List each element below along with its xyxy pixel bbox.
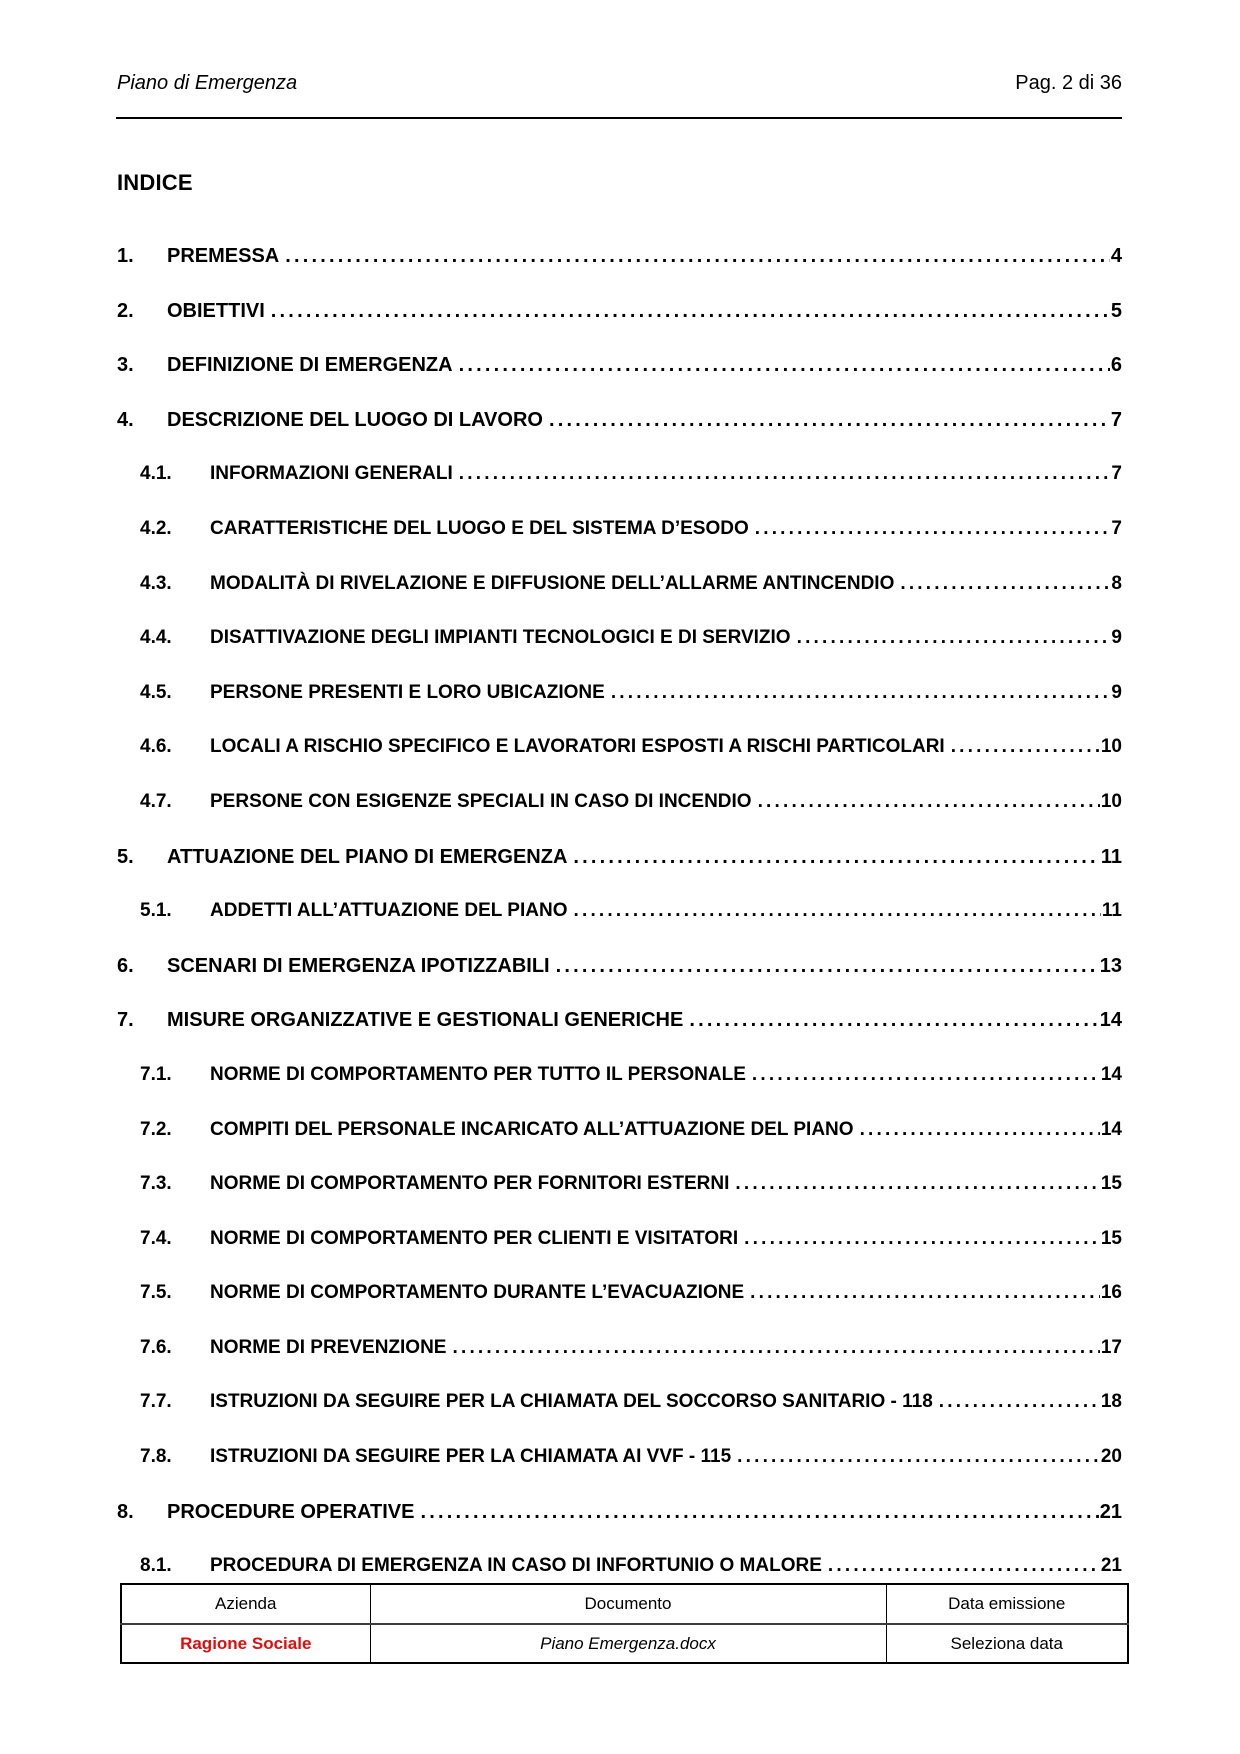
toc-entry-label: ISTRUZIONI DA SEGUIRE PER LA CHIAMATA AI VVF - 115 xyxy=(210,1446,732,1468)
toc-leader-dots xyxy=(452,1321,1099,1376)
toc-entry-page: 11 xyxy=(1101,900,1122,922)
toc-entry-number: 3. xyxy=(117,354,134,377)
toc-leader-dots xyxy=(459,447,1111,502)
header-divider xyxy=(116,117,1122,119)
toc-entry-label: MISURE ORGANIZZATIVE E GESTIONALI GENERICHE xyxy=(167,1009,684,1032)
footer-header-row xyxy=(121,1584,1128,1624)
toc-entry-page: 20 xyxy=(1100,1446,1122,1468)
toc-entry-number: 4.3. xyxy=(140,572,172,594)
toc-entry-page: 10 xyxy=(1100,736,1122,758)
toc-entry[interactable] xyxy=(117,1048,1122,1103)
toc-entry-number: 8.1. xyxy=(140,1555,172,1577)
toc-entry-label: DEFINIZIONE DI EMERGENZA xyxy=(167,354,453,377)
toc-entry[interactable] xyxy=(117,1266,1122,1321)
toc-entry[interactable] xyxy=(117,1430,1122,1485)
toc-entry[interactable] xyxy=(117,284,1122,339)
toc-entry-number: 4.6. xyxy=(140,736,172,758)
toc-entry[interactable] xyxy=(117,502,1122,557)
toc-entry-label: PERSONE PRESENTI E LORO UBICAZIONE xyxy=(210,681,605,703)
toc-entry-page: 11 xyxy=(1100,845,1122,868)
toc-leader-dots xyxy=(549,393,1110,448)
toc-entry-number: 7.1. xyxy=(140,1063,172,1085)
toc-leader-dots xyxy=(573,830,1099,885)
toc-entry[interactable] xyxy=(117,338,1122,393)
toc-entry-label: PERSONE CON ESIGENZE SPECIALI IN CASO DI INCENDIO xyxy=(210,790,752,812)
footer-col-documento: Documento xyxy=(370,1584,886,1624)
toc-entry-page: 7 xyxy=(1110,408,1122,431)
toc-entry-page: 18 xyxy=(1100,1391,1122,1413)
toc-entry-page: 5 xyxy=(1110,299,1122,322)
header-doc-title: Piano di Emergenza xyxy=(117,72,298,94)
toc-entry[interactable] xyxy=(117,830,1122,885)
toc-entry-label: NORME DI COMPORTAMENTO PER TUTTO IL PERSONALE xyxy=(210,1063,746,1085)
toc-entry-label: NORME DI PREVENZIONE xyxy=(210,1336,447,1358)
toc-leader-dots xyxy=(900,557,1110,612)
toc-entry[interactable] xyxy=(117,1485,1122,1540)
toc-entry-page: 15 xyxy=(1100,1227,1122,1249)
toc-entry-label: ADDETTI ALL’ATTUAZIONE DEL PIANO xyxy=(210,900,568,922)
toc-leader-dots xyxy=(271,284,1110,339)
toc-entry[interactable] xyxy=(117,775,1122,830)
toc-entry-number: 7.6. xyxy=(140,1336,172,1358)
toc-entry-page: 7 xyxy=(1111,463,1122,485)
toc-entry-page: 14 xyxy=(1100,1118,1122,1140)
toc-heading: INDICE xyxy=(117,170,193,195)
toc-entry-label: ATTUAZIONE DEL PIANO DI EMERGENZA xyxy=(167,845,568,868)
toc-entry[interactable] xyxy=(117,1375,1122,1430)
toc-entry-label: LOCALI A RISCHIO SPECIFICO E LAVORATORI ESPOSTI A RISCHI PARTICOLARI xyxy=(210,736,945,758)
toc-leader-dots xyxy=(752,1048,1100,1103)
toc-entry-number: 7.3. xyxy=(140,1173,172,1195)
toc-entry-page: 9 xyxy=(1111,627,1122,649)
footer-company-field[interactable]: Ragione Sociale xyxy=(121,1624,370,1663)
toc-entry-label: MODALITÀ DI RIVELAZIONE E DIFFUSIONE DELL’ALLARME ANTINCENDIO xyxy=(210,572,895,594)
toc-entry[interactable] xyxy=(117,557,1122,612)
toc-leader-dots xyxy=(797,611,1111,666)
footer-col-data-emissione: Data emissione xyxy=(886,1584,1128,1624)
toc-list xyxy=(117,229,1122,1594)
toc-entry[interactable] xyxy=(117,611,1122,666)
toc-entry-label: NORME DI COMPORTAMENTO DURANTE L’EVACUAZIONE xyxy=(210,1282,745,1304)
toc-entry-number: 2. xyxy=(117,299,134,322)
toc-leader-dots xyxy=(939,1375,1100,1430)
toc-entry-number: 4.2. xyxy=(140,517,172,539)
toc-entry[interactable] xyxy=(117,1321,1122,1376)
toc-entry-number: 7.2. xyxy=(140,1118,172,1140)
toc-entry-page: 10 xyxy=(1100,790,1122,812)
toc-entry-page: 17 xyxy=(1100,1336,1122,1358)
toc-entry-number: 4.1. xyxy=(140,463,172,485)
toc-entry[interactable] xyxy=(117,993,1122,1048)
toc-entry-page: 7 xyxy=(1111,517,1122,539)
toc-entry-page: 13 xyxy=(1099,954,1122,977)
toc-entry-label: DISATTIVAZIONE DEGLI IMPIANTI TECNOLOGICI E DI SERVIZIO xyxy=(210,627,791,649)
toc-entry-number: 7.8. xyxy=(140,1446,172,1468)
toc-entry-number: 7.5. xyxy=(140,1282,172,1304)
toc-entry-page: 15 xyxy=(1100,1173,1122,1195)
toc-entry-number: 4. xyxy=(117,408,134,431)
footer-col-azienda: Azienda xyxy=(121,1584,370,1624)
toc-entry-number: 6. xyxy=(117,954,134,977)
toc-entry-number: 4.7. xyxy=(140,790,172,812)
toc-entry-number: 4.5. xyxy=(140,681,172,703)
header-page-number: Pag. 2 di 36 xyxy=(1015,72,1122,94)
toc-entry-label: OBIETTIVI xyxy=(167,299,265,322)
toc-leader-dots xyxy=(611,666,1111,721)
footer-document-name: Piano Emergenza.docx xyxy=(370,1624,886,1663)
toc-entry-label: COMPITI DEL PERSONALE INCARICATO ALL’ATTUAZIONE DEL PIANO xyxy=(210,1118,854,1140)
toc-entry-page: 21 xyxy=(1100,1555,1122,1577)
toc-leader-dots xyxy=(735,1157,1100,1212)
toc-leader-dots xyxy=(556,939,1099,994)
toc-entry-page: 14 xyxy=(1100,1063,1122,1085)
toc-entry-page: 6 xyxy=(1110,354,1122,377)
toc-entry[interactable] xyxy=(117,1103,1122,1158)
toc-entry-label: ISTRUZIONI DA SEGUIRE PER LA CHIAMATA DEL SOCCORSO SANITARIO - 118 xyxy=(210,1391,933,1413)
footer-table xyxy=(120,1583,1129,1664)
toc-entry-label: INFORMAZIONI GENERALI xyxy=(210,463,453,485)
toc-entry-label: NORME DI COMPORTAMENTO PER FORNITORI ESTERNI xyxy=(210,1173,730,1195)
toc-entry-label: CARATTERISTICHE DEL LUOGO E DEL SISTEMA D’ESODO xyxy=(210,517,749,539)
toc-leader-dots xyxy=(951,720,1100,775)
toc-leader-dots xyxy=(420,1485,1098,1540)
toc-entry-number: 5. xyxy=(117,845,134,868)
toc-entry-page: 9 xyxy=(1111,681,1122,703)
toc-entry-label: PROCEDURA DI EMERGENZA IN CASO DI INFORTUNIO O MALORE xyxy=(210,1555,822,1577)
toc-entry-number: 1. xyxy=(117,245,134,267)
toc-leader-dots xyxy=(737,1430,1100,1485)
toc-entry-number: 7.7. xyxy=(140,1391,172,1413)
toc-entry-page: 21 xyxy=(1099,1500,1122,1523)
toc-entry[interactable] xyxy=(117,447,1122,502)
toc-entry[interactable] xyxy=(117,720,1122,775)
footer-values-row xyxy=(121,1624,1128,1663)
toc-entry-number: 8. xyxy=(117,1500,134,1523)
toc-leader-dots xyxy=(750,1266,1100,1321)
toc-entry-page: 14 xyxy=(1099,1009,1122,1032)
toc-entry-page: 16 xyxy=(1100,1282,1122,1304)
footer-date-picker[interactable]: Seleziona data xyxy=(886,1624,1128,1663)
page-header xyxy=(117,72,1122,95)
toc-entry-label: PROCEDURE OPERATIVE xyxy=(167,1500,415,1523)
toc-entry[interactable] xyxy=(117,884,1122,939)
toc-entry-number: 7.4. xyxy=(140,1227,172,1249)
toc-leader-dots xyxy=(459,338,1110,393)
toc-entry-label: DESCRIZIONE DEL LUOGO DI LAVORO xyxy=(167,408,543,431)
toc-entry-label: NORME DI COMPORTAMENTO PER CLIENTI E VISITATORI xyxy=(210,1227,739,1249)
toc-leader-dots xyxy=(755,502,1111,557)
toc-entry-number: 5.1. xyxy=(140,900,172,922)
toc-entry[interactable] xyxy=(117,666,1122,721)
toc-entry-label: PREMESSA xyxy=(167,245,280,267)
toc-entry-label: SCENARI DI EMERGENZA IPOTIZZABILI xyxy=(167,954,550,977)
toc-entry-number: 4.4. xyxy=(140,627,172,649)
toc-entry[interactable] xyxy=(117,1212,1122,1267)
toc-entry[interactable] xyxy=(117,393,1122,448)
toc-leader-dots xyxy=(744,1212,1100,1267)
toc-leader-dots xyxy=(285,229,1110,284)
toc-leader-dots xyxy=(860,1103,1100,1158)
toc-entry-page: 4 xyxy=(1110,245,1122,267)
toc-entry[interactable] xyxy=(117,1157,1122,1212)
toc-entry-page: 8 xyxy=(1111,572,1122,594)
toc-leader-dots xyxy=(689,993,1098,1048)
toc-leader-dots xyxy=(573,884,1100,939)
toc-leader-dots xyxy=(758,775,1100,830)
toc-entry-number: 7. xyxy=(117,1009,134,1032)
toc-entry[interactable] xyxy=(117,939,1122,994)
toc-entry[interactable] xyxy=(117,229,1122,284)
